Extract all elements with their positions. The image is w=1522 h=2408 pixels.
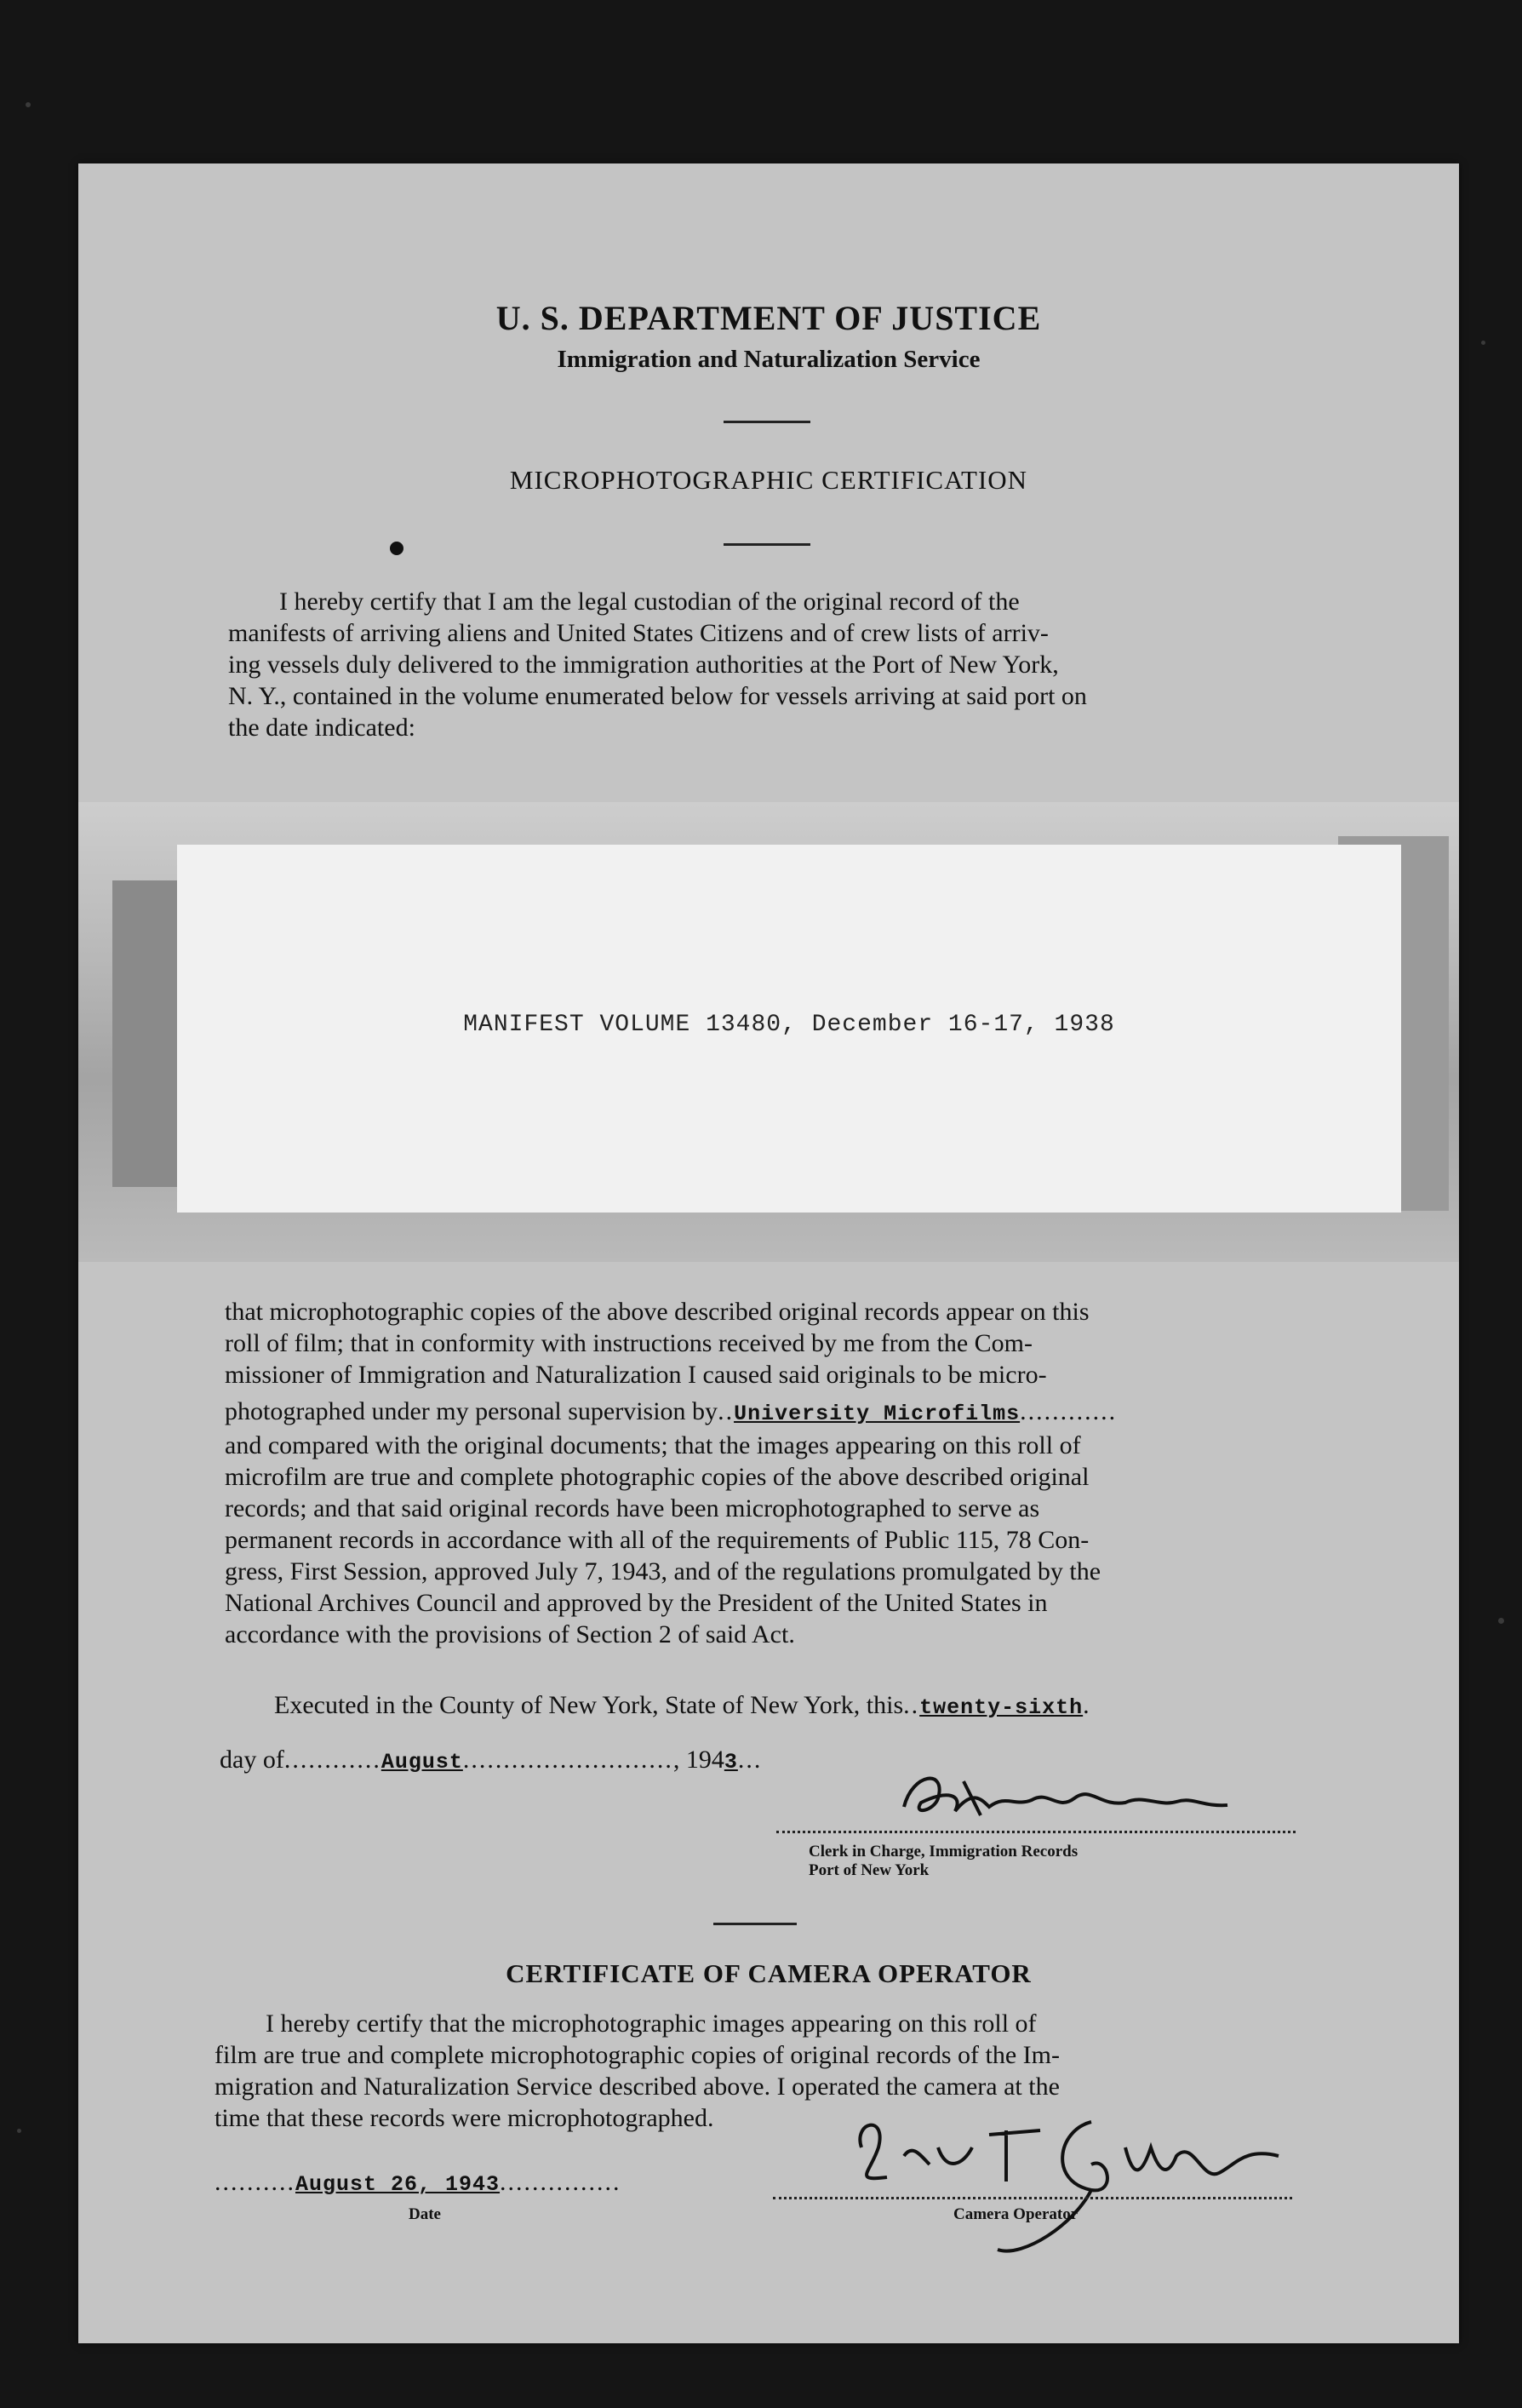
ink-dot	[390, 542, 403, 555]
intro-line: ing vessels duly delivered to the immigration authorities at the Port of New York,	[228, 651, 1059, 679]
body-paragraph	[225, 1296, 1393, 1650]
intro-line: N. Y., contained in the volume enumerated below for vessels arriving at said port on	[228, 682, 1087, 710]
photographed-by-line: photographed under my personal supervision by..University Microfilms............	[225, 1397, 1118, 1426]
executed-prefix: Executed in the County of New York, State of New York, this	[274, 1691, 904, 1719]
camera-line: film are true and complete microphotographic copies of original records of the Im-	[215, 2041, 1060, 2069]
camera-date-value: August 26, 1943	[295, 2172, 501, 2197]
camera-operator-signature-line	[773, 2197, 1292, 2199]
body-line: National Archives Council and approved by the President of the United States in	[225, 1589, 1048, 1617]
film-speck	[1481, 341, 1485, 345]
year-prefix: , 194	[672, 1746, 724, 1774]
manifest-volume-text: MANIFEST VOLUME 13480, December 16-17, 1938	[463, 1012, 1115, 1038]
camera-operator-certificate-title: CERTIFICATE OF CAMERA OPERATOR	[506, 1958, 1032, 1988]
divider	[713, 1923, 797, 1925]
intro-paragraph	[228, 586, 1388, 743]
executed-month-value: August	[380, 1750, 463, 1774]
executed-year-digit: 3	[724, 1750, 738, 1774]
date-label: Date	[409, 2205, 441, 2223]
photographed-by-prefix: photographed under my personal supervision by	[225, 1397, 718, 1425]
executed-day-value: twenty-sixth	[919, 1695, 1084, 1720]
camera-operator-label: Camera Operator	[953, 2205, 1079, 2223]
certificate-page	[78, 163, 1459, 2343]
intro-line: the date indicated:	[228, 714, 415, 742]
date-line: ..........August 26, 1943...............	[215, 2168, 621, 2197]
film-speck	[1498, 1618, 1504, 1624]
day-of-label: day of	[220, 1746, 284, 1774]
clerk-signature	[887, 1764, 1296, 1832]
body-line: roll of film; that in conformity with instructions received by me from the Com-	[225, 1329, 1033, 1357]
camera-operator-signature	[836, 2096, 1330, 2267]
body-line: gress, First Session, approved July 7, 1943, and of the regulations promulgated by the	[225, 1557, 1101, 1585]
clerk-title-line: Port of New York	[809, 1861, 930, 1879]
certification-title: MICROPHOTOGRAPHIC CERTIFICATION	[509, 465, 1028, 495]
day-of-line: day of............August.........................., 1943...	[220, 1746, 763, 1774]
executed-line: Executed in the County of New York, State of New York, this..twenty-sixth.	[274, 1691, 1091, 1720]
body-line: missioner of Immigration and Naturalization I caused said originals to be micro-	[225, 1361, 1047, 1389]
body-line: permanent records in accordance with all of the requirements of Public 115, 78 Con-	[225, 1526, 1090, 1554]
body-line: records; and that said original records have been microphotographed to serve as	[225, 1494, 1040, 1522]
body-line: that microphotographic copies of the above described original records appear on this	[225, 1298, 1090, 1326]
body-line: microfilm are true and complete photographic copies of the above described original	[225, 1463, 1090, 1491]
clerk-title-line: Clerk in Charge, Immigration Records	[809, 1843, 1079, 1860]
camera-line: I hereby certify that the microphotographic images appearing on this roll of	[266, 2010, 1037, 2038]
camera-line: time that these records were microphotographed.	[215, 2104, 714, 2132]
volume-insert-card	[177, 845, 1401, 1213]
camera-line: migration and Naturalization Service described above. I operated the camera at the	[215, 2073, 1060, 2101]
film-speck	[17, 2129, 21, 2133]
microfilm-company-value: University Microfilms	[734, 1402, 1021, 1426]
divider	[724, 543, 810, 546]
clerk-title	[809, 1843, 1078, 1880]
clerk-signature-line	[776, 1831, 1296, 1833]
intro-line: I hereby certify that I am the legal custodian of the original record of the	[279, 588, 1020, 616]
service-subheading: Immigration and Naturalization Service	[557, 346, 981, 373]
intro-line: manifests of arriving aliens and United States Citizens and of crew lists of arriv-	[228, 619, 1049, 647]
film-speck	[26, 102, 31, 107]
department-heading: U. S. DEPARTMENT OF JUSTICE	[495, 299, 1042, 337]
divider	[724, 421, 810, 423]
body-line: accordance with the provisions of Section 2 of said Act.	[225, 1620, 795, 1648]
body-line: and compared with the original documents; that the images appearing on this roll of	[225, 1431, 1081, 1459]
